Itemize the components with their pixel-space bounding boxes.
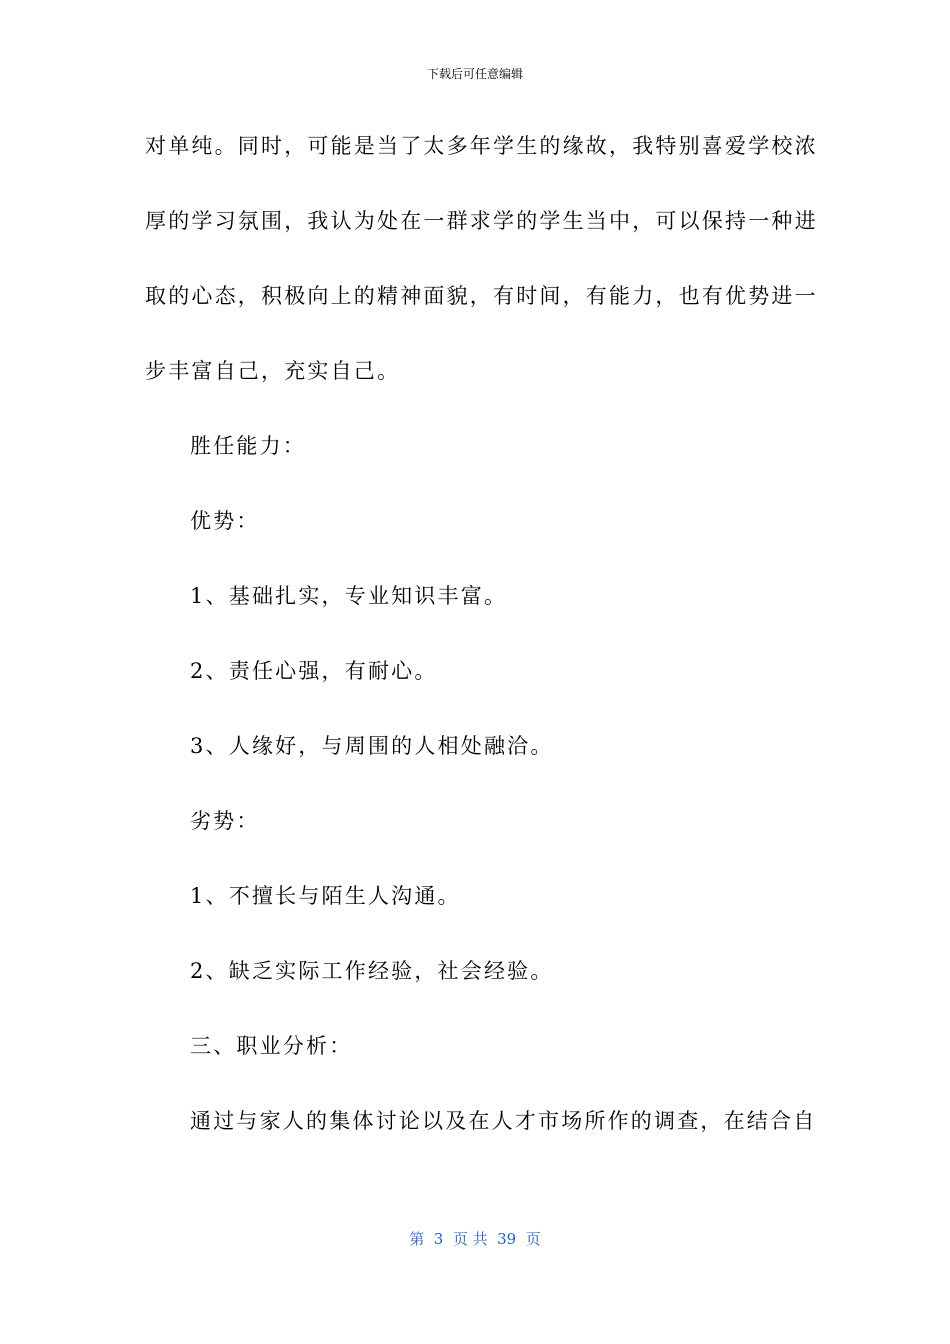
list-item: 2、缺乏实际工作经验，社会经验。 <box>190 959 554 983</box>
section-heading-weaknesses: 劣势： <box>190 809 260 833</box>
paragraph-line: 对单纯。同时，可能是当了太多年学生的缘故，我特别喜爱学校浓 <box>145 134 818 158</box>
paragraph-line: 通过与家人的集体讨论以及在人才市场所作的调查，在结合自 <box>190 1109 817 1133</box>
list-item: 3、人缘好，与周围的人相处融洽。 <box>190 734 554 758</box>
paragraph-line: 取的心态，积极向上的精神面貌，有时间，有能力，也有优势进一 <box>145 284 818 308</box>
list-item: 1、不擅长与陌生人沟通。 <box>190 884 461 908</box>
page-number-footer: 第 3 页 共 39 页 <box>409 1230 541 1248</box>
paragraph-line: 步丰富自己，充实自己。 <box>145 359 401 383</box>
document-body <box>145 126 818 1176</box>
page-header: 下载后可任意编辑 <box>426 67 523 81</box>
list-item: 1、基础扎实，专业知识丰富。 <box>190 584 508 608</box>
list-item: 2、责任心强，有耐心。 <box>190 659 438 683</box>
paragraph-line: 厚的学习氛围，我认为处在一群求学的学生当中，可以保持一种进 <box>145 209 818 233</box>
section-heading-career-analysis: 三、职业分析： <box>190 1034 353 1058</box>
section-heading-competence: 胜任能力： <box>190 434 306 458</box>
section-heading-strengths: 优势： <box>190 509 260 533</box>
